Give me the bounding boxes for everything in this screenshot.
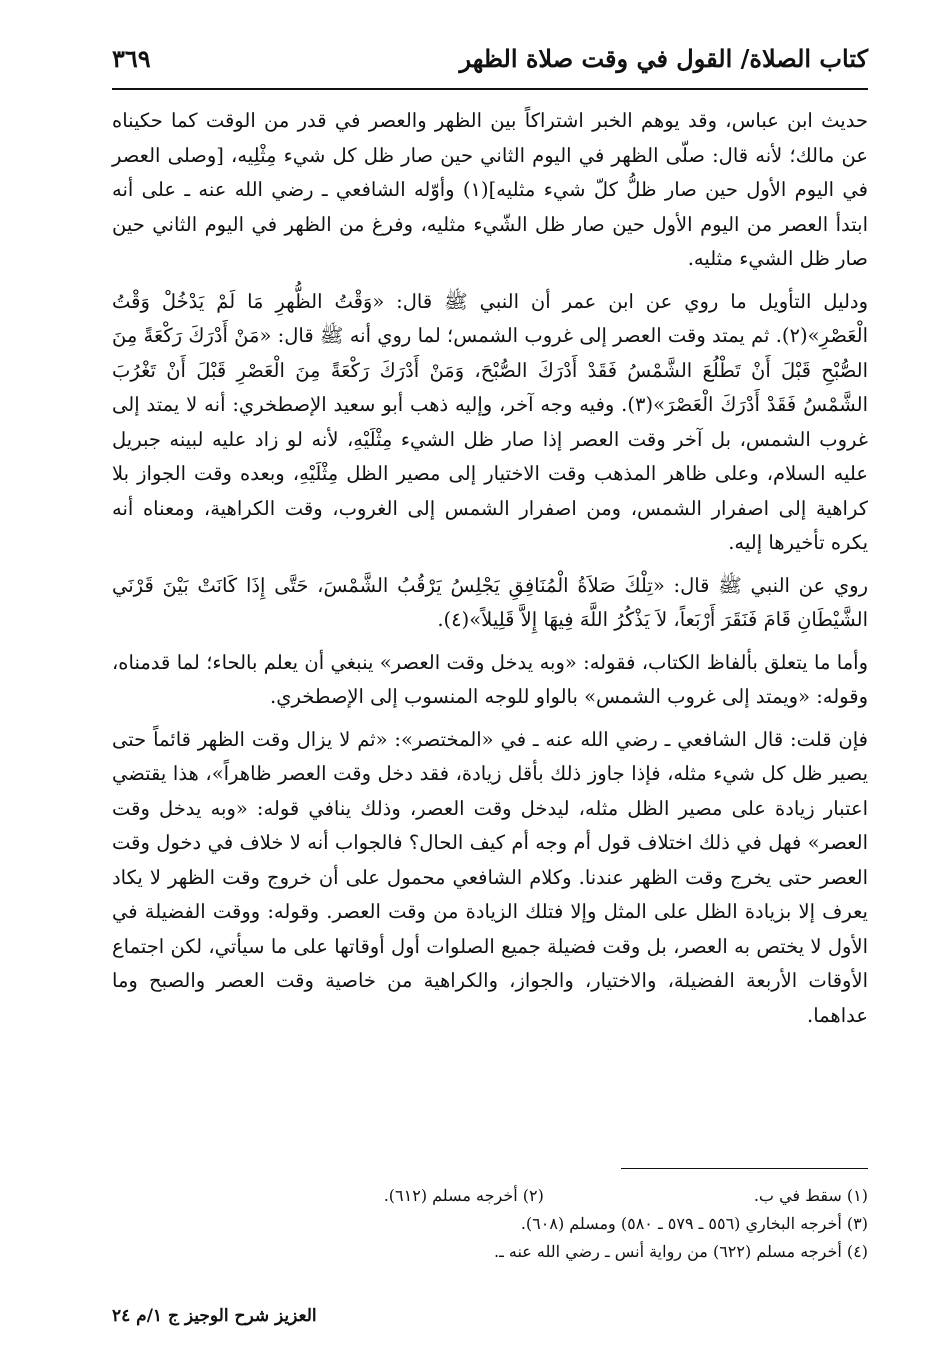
running-header <box>112 40 868 90</box>
footnote-1: (١) سقط في ب. <box>753 1186 868 1205</box>
page-number: ٣٦٩ <box>112 44 151 73</box>
footnote-row <box>112 1182 868 1210</box>
volume-signature: العزيز شرح الوجيز ج ١/م ٢٤ <box>112 1306 317 1326</box>
footnote-row <box>112 1238 868 1266</box>
paragraph: ودليل التأويل ما روي عن ابن عمر أن النبي ﷺ قال: «وَقْتُ الظُّهرِ مَا لَمْ يَدْخُلْ وَقْتُ الْعَصْرِ»(٢). ثم يمتد وقت العصر إلى غروب الشمس؛ لما روي أنه ﷺ قال: «مَنْ أَدْرَكَ رَكْعَةً مِنَ الصُّبْحِ قَبْلَ أَنْ تَطْلُعَ الشَّمْسُ فَقَدْ أَدْرَكَ الصُّبْحَ، وَمَنْ أَدْرَكَ رَكْعَةً مِنَ الْعَصْرِ قَبْلَ أَنْ تَغْرُبَ الشَّمْسُ فَقَدْ أَدْرَكَ الْعَصْرَ»(٣). وفيه وجه آخر، وإليه ذهب أبو سعيد الإصطخري: أنه لا يمتد إلى غروب الشمس، بل آخر وقت العصر إذا صار ظل الشيء مِثْلَيْهِ، لأنه لو زاد عليه لبينه جبريل عليه السلام، وعلى ظاهر المذهب وقت الاختيار إلى مصير الظل مِثْلَيْهِ، وبعده وقت الجواز بلا كراهية إلى اصفرار الشمس، ومن اصفرار الشمس إلى الغروب، وقت الكراهية، ومعناه أنه يكره تأخيرها إليه. <box>112 289 868 554</box>
footnote-3: (٣) أخرجه البخاري (٥٥٦ ـ ٥٧٩ ـ ٥٨٠) ومسلم (٦٠٨). <box>520 1214 868 1233</box>
footnote-divider <box>621 1168 868 1169</box>
main-text <box>112 104 868 1041</box>
footnote-row <box>112 1210 868 1238</box>
paragraph: فإن قلت: قال الشافعي ـ رضي الله عنه ـ في «المختصر»: «ثم لا يزال وقت الظهر قائماً حتى يصير ظل كل شيء مثله، فإذا جاوز ذلك بأقل زيادة، فقد دخل وقت العصر ظاهراً»، هذا يقتضي اعتبار زيادة على مصير الظل مثله، ليدخل وقت العصر، وذلك ينافي قوله: «وبه يدخل وقت العصر» فهل في ذلك اختلاف قول أم وجه أم كيف الحال؟ فالجواب أنه لا خلاف في دخول وقت العصر حتى يخرج وقت الظهر عندنا. وكلام الشافعي محمول على أن خروج وقت الظهر لا يكاد يعرف إلا بزيادة الظل على المثل وإلا فتلك الزيادة من وقت العصر. وقوله: ووقت الفضيلة في الأول لا يختص به العصر، بل وقت فضيلة جميع الصلوات أول أوقاتها على ما سيأتي، لكن اجتماع الأوقات الأربعة الفضيلة، والاختيار، والجواز، والكراهية من خاصية وقت العصر والصبح وما عداهما. <box>112 727 868 1027</box>
paragraph: حديث ابن عباس، وقد يوهم الخبر اشتراكاً بين الظهر والعصر في قدر من الوقت كما حكيناه عن مالك؛ لأنه قال: صلّى الظهر في اليوم الثاني حين صار ظل كل شيء مِثْلِيه، [وصلى العصر في اليوم الأول حين صار ظلُّ كلّ شيء مثليه](١) وأوّله الشافعي ـ رضي الله عنه ـ على أنه ابتدأ العصر من اليوم الأول حين صار ظل الشّيء مثليه، وفرغ من الظهر في اليوم الثاني حين صار ظل الشيء مثليه. <box>112 109 868 270</box>
footnotes <box>112 1182 868 1266</box>
footnote-2: (٢) أخرجه مسلم (٦١٢). <box>383 1186 544 1205</box>
paragraph: وأما ما يتعلق بألفاظ الكتاب، فقوله: «وبه يدخل وقت العصر» ينبغي أن يعلم بالحاء؛ لما قدمناه، وقوله: «ويمتد إلى غروب الشمس» بالواو للوجه المنسوب إلى الإصطخري. <box>112 650 868 708</box>
footnote-4: (٤) أخرجه مسلم (٦٢٢) من رواية أنس ـ رضي الله عنه ـ. <box>494 1242 868 1261</box>
paragraph: روي عن النبي ﷺ قال: «تِلْكَ صَلاَةُ الْمُنَافِقِ يَجْلِسُ يَرْقُبُ الشَّمْسَ، حَتَّى إِذَا كَانَتْ بَيْنَ قَرْنَي الشَّيْطَانِ قَامَ فَنَقَرَ أَرْبَعاً، لاَ يَذْكُرُ اللَّهَ فِيهَا إِلاَّ قَلِيلاً»(٤). <box>112 573 868 631</box>
chapter-title: كتاب الصلاة/ القول في وقت صلاة الظهر <box>459 44 868 73</box>
